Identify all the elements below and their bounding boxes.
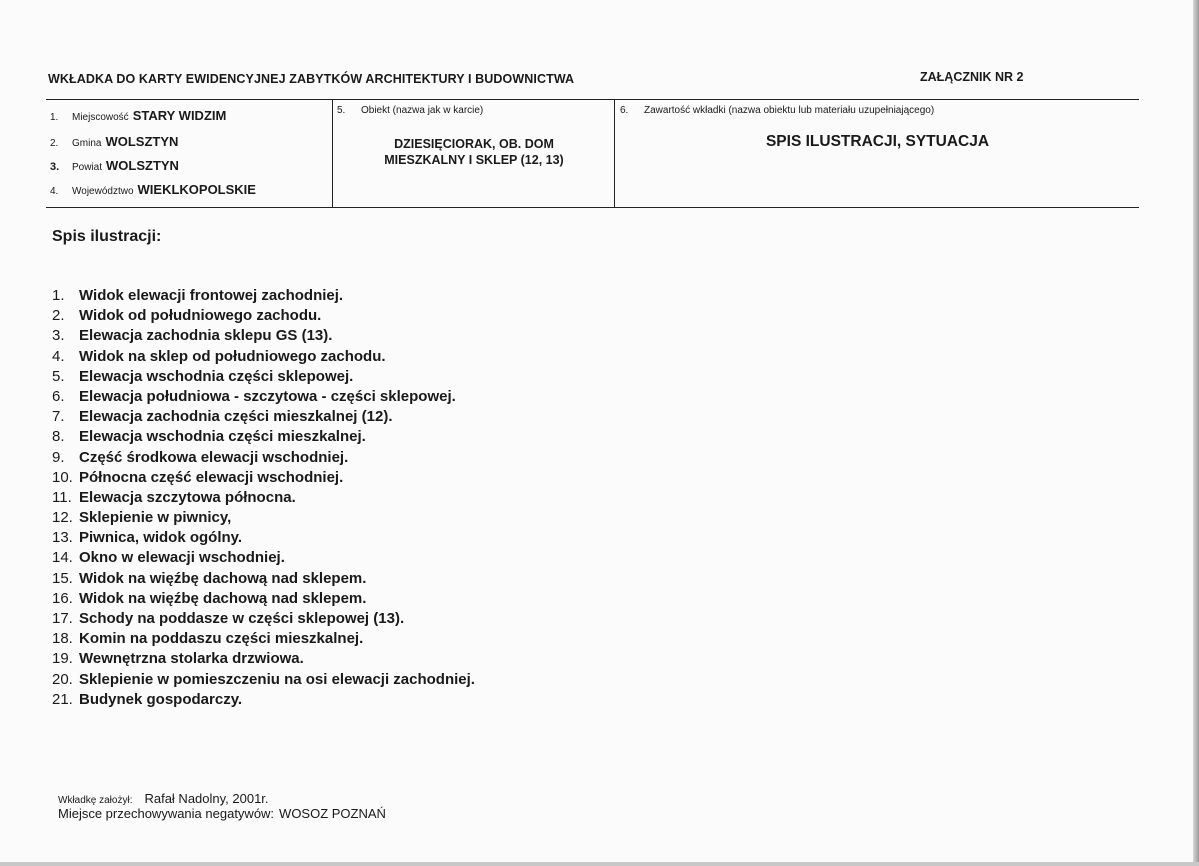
form-table xyxy=(46,99,1139,208)
item-text: Komin na poddaszu części mieszkalnej. xyxy=(79,630,364,648)
field-value: STARY WIDZIM xyxy=(132,108,227,123)
item-number: 5. xyxy=(52,367,65,385)
list-item xyxy=(52,388,475,408)
item-text: Okno w elewacji wschodniej. xyxy=(79,549,285,567)
object-value-line: MIESZKALNY I SKLEP (12, 13) xyxy=(384,153,564,167)
storage-value: WOSOZ POZNAŃ xyxy=(279,806,386,821)
list-item xyxy=(52,671,475,691)
list-item xyxy=(52,327,475,347)
object-value-line: DZIESIĘCIORAK, OB. DOM xyxy=(394,137,554,151)
item-number: 12. xyxy=(52,509,73,527)
item-number: 6. xyxy=(52,387,65,405)
field-number: 2. xyxy=(50,138,59,149)
field-voivodeship xyxy=(50,182,256,197)
item-number: 14. xyxy=(52,549,73,567)
item-text: Widok na więźbę dachową nad sklepem. xyxy=(79,569,367,587)
item-number: 20. xyxy=(52,670,73,688)
item-number: 17. xyxy=(52,610,73,627)
list-item xyxy=(52,650,475,670)
list-item xyxy=(52,691,475,711)
illustrations-title: Spis ilustracji: xyxy=(52,228,162,245)
item-text: Sklepienie w pomieszczeniu na osi elewacji zachodniej. xyxy=(79,670,475,688)
item-text: Widok na więźbę dachową nad sklepem. xyxy=(79,589,367,607)
item-text: Część środkowa elewacji wschodniej. xyxy=(79,448,349,466)
list-item xyxy=(52,348,475,368)
item-text: Elewacja południowa - szczytowa - części sklepowej. xyxy=(79,387,456,405)
item-number: 2. xyxy=(52,307,65,325)
item-text: Schody na poddasze w części sklepowej (13). xyxy=(79,610,405,627)
item-number: 21. xyxy=(52,690,73,708)
contents-value: SPIS ILUSTRACJI, SYTUACJA xyxy=(765,133,990,150)
item-text: Elewacja wschodnia części sklepowej. xyxy=(79,367,354,385)
list-item xyxy=(52,469,475,489)
item-number: 16. xyxy=(52,589,73,607)
founder-value: Rafał Nadolny, 2001r. xyxy=(144,791,269,806)
item-text: Widok od południowego zachodu. xyxy=(79,307,322,325)
item-text: Wewnętrzna stolarka drzwiowa. xyxy=(79,650,304,668)
field-number: 3. xyxy=(50,161,60,173)
list-item xyxy=(52,509,475,529)
founder-label: Wkładkę założył: xyxy=(58,795,133,806)
annex-number: ZAŁĄCZNIK NR 2 xyxy=(920,70,1024,84)
item-number: 13. xyxy=(52,529,73,547)
illustrations-list xyxy=(52,287,475,711)
field-commune xyxy=(50,134,178,149)
item-text: Elewacja zachodnia sklepu GS (13). xyxy=(79,327,333,345)
storage-label: Miejsce przechowywania negatywów: xyxy=(58,806,275,821)
founder-line xyxy=(58,791,269,806)
item-text: Elewacja szczytowa północna. xyxy=(79,488,296,506)
scan-edge-shadow xyxy=(0,862,1199,866)
field-label: Miejscowość xyxy=(72,112,129,123)
object-value xyxy=(334,136,614,168)
item-text: Sklepienie w piwnicy, xyxy=(79,509,232,527)
field-number: 6. xyxy=(620,105,629,116)
list-item xyxy=(52,287,475,307)
field-value: WIEKLKOPOLSKIE xyxy=(137,182,256,197)
item-number: 15. xyxy=(52,569,73,587)
field-number: 1. xyxy=(50,112,59,123)
item-text: Widok elewacji frontowej zachodniej. xyxy=(79,287,344,304)
item-text: Elewacja zachodnia części mieszkalnej (12). xyxy=(79,408,393,426)
list-item xyxy=(52,570,475,590)
field-value: WOLSZTYN xyxy=(106,158,179,173)
storage-line xyxy=(58,806,386,821)
field-label: Województwo xyxy=(72,186,134,197)
scan-edge-shadow xyxy=(1193,0,1199,866)
object-heading xyxy=(337,105,483,116)
list-item xyxy=(52,610,475,630)
item-text: Piwnica, widok ogólny. xyxy=(79,529,243,547)
field-value: WOLSZTYN xyxy=(105,134,179,149)
list-item xyxy=(52,368,475,388)
field-label: Powiat xyxy=(72,162,103,173)
item-number: 9. xyxy=(52,448,65,466)
item-number: 8. xyxy=(52,428,65,446)
item-text: Budynek gospodarczy. xyxy=(79,690,243,708)
field-label: Obiekt (nazwa jak w karcie) xyxy=(361,105,484,116)
list-item xyxy=(52,630,475,650)
item-number: 7. xyxy=(52,408,65,426)
field-number: 5. xyxy=(337,105,346,116)
column-divider xyxy=(614,100,615,207)
item-number: 3. xyxy=(52,327,65,345)
item-number: 11. xyxy=(52,488,72,506)
item-text: Widok na sklep od południowego zachodu. xyxy=(79,347,386,365)
item-number: 18. xyxy=(52,630,73,648)
field-locality xyxy=(50,108,226,123)
list-item xyxy=(52,590,475,610)
list-item xyxy=(52,549,475,569)
item-number: 19. xyxy=(52,650,73,668)
item-number: 4. xyxy=(52,347,65,365)
contents-heading xyxy=(620,105,934,116)
list-item xyxy=(52,489,475,509)
list-item xyxy=(52,529,475,549)
field-number: 4. xyxy=(50,186,59,197)
item-text: Elewacja wschodnia części mieszkalnej. xyxy=(79,428,366,446)
list-item xyxy=(52,449,475,469)
list-item xyxy=(52,307,475,327)
item-text: Północna część elewacji wschodniej. xyxy=(79,468,344,486)
item-number: 1. xyxy=(52,287,65,304)
list-item xyxy=(52,428,475,448)
list-item xyxy=(52,408,475,428)
item-number: 10. xyxy=(52,468,73,486)
field-label: Zawartość wkładki (nazwa obiektu lub materiału uzupełniającego) xyxy=(644,105,935,116)
document-title: WKŁADKA DO KARTY EWIDENCYJNEJ ZABYTKÓW ARCHITEKTURY I BUDOWNICTWA xyxy=(48,72,575,86)
field-county xyxy=(50,158,179,173)
field-label: Gmina xyxy=(72,138,102,149)
column-divider xyxy=(332,100,333,207)
